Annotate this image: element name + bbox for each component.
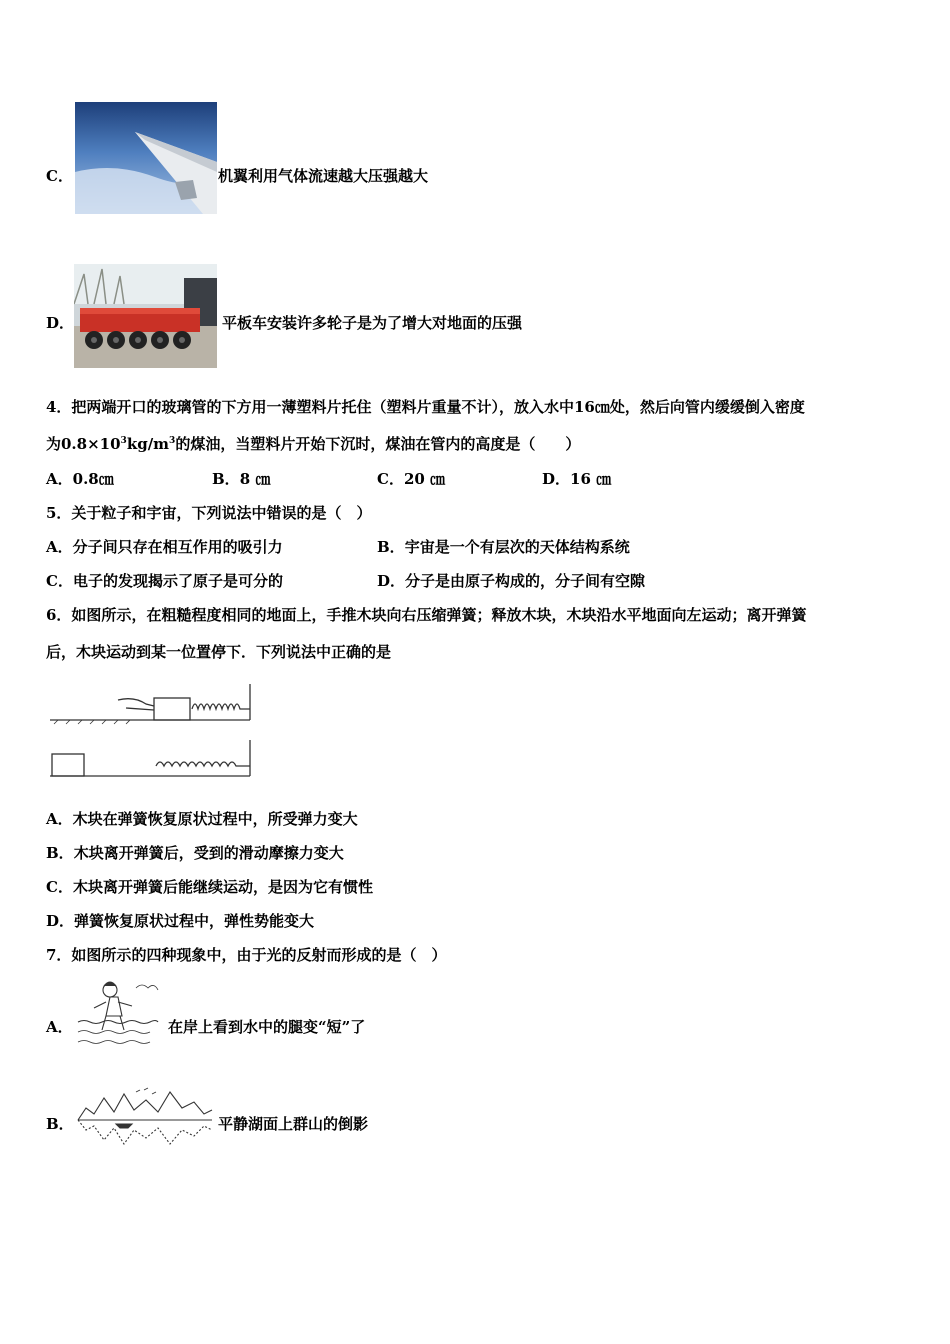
person-legs-in-water-sketch-icon [76,978,160,1050]
q3-option-d-letter: D． [46,314,75,332]
q4-stem-line2: 为$0.8\times 10^3kg/m^3$的煤油，当塑料片开始下沉时，煤油在管内的高度是（ ） [46,435,581,453]
q7-stem: 7．如图所示的四种现象中，由于光的反射而形成的是（ ） [46,946,447,964]
q3-option-d-text: 平板车安装许多轮子是为了增大对地面的压强 [222,314,523,332]
q3-option-c-letter: C． [46,167,73,185]
flatbed-truck-photo-icon [74,264,217,368]
q4-option-d: D．16 ㎝ [542,470,612,488]
q5-option-c: C．电子的发现揭示了原子是可分的 [46,572,283,590]
q7-option-b-text: 平静湖面上群山的倒影 [218,1115,369,1133]
q6-stem-line2: 后，木块运动到某一位置停下．下列说法中正确的是 [46,643,392,661]
q4-option-b: B．8 ㎝ [212,470,271,488]
q5-option-b: B．宇宙是一个有层次的天体结构系统 [377,538,630,556]
q5-stem: 5．关于粒子和宇宙，下列说法中错误的是（ ） [46,504,372,522]
q4-stem-line1: 4．把两端开口的玻璃管的下方用一薄塑料片托住（塑料片重量不计），放入水中16㎝处，然后向管内缓缓倒入密度 [46,398,805,416]
q6-stem-line1: 6．如图所示，在粗糙程度相同的地面上，手推木块向右压缩弹簧；释放木块，木块沿水平地面向左运动；离开弹簧 [46,606,807,624]
q6-option-a: A．木块在弹簧恢复原状过程中，所受弹力变大 [46,810,358,828]
q6-option-b: B．木块离开弹簧后，受到的滑动摩擦力变大 [46,844,344,862]
q7-option-a-text: 在岸上看到水中的腿变“短”了 [168,1018,366,1036]
q7-option-b-letter: B． [46,1115,74,1133]
q4-option-a: A．0.8㎝ [46,470,114,488]
q6-option-c: C．木块离开弹簧后能继续运动，是因为它有惯性 [46,878,373,896]
q5-option-a: A．分子间只存在相互作用的吸引力 [46,538,283,556]
q6-option-d: D．弹簧恢复原状过程中，弹性势能变大 [46,912,315,930]
mountain-reflection-sketch-icon [76,1086,214,1148]
q5-option-d: D．分子是由原子构成的，分子间有空隙 [377,572,646,590]
q3-option-c-text: 机翼利用气体流速越大压强越大 [218,167,429,185]
q4-option-c: C．20 ㎝ [377,470,446,488]
spring-block-diagram-icon [46,678,256,782]
q7-option-a-letter: A． [46,1018,73,1036]
airplane-wing-photo-icon [75,102,217,214]
